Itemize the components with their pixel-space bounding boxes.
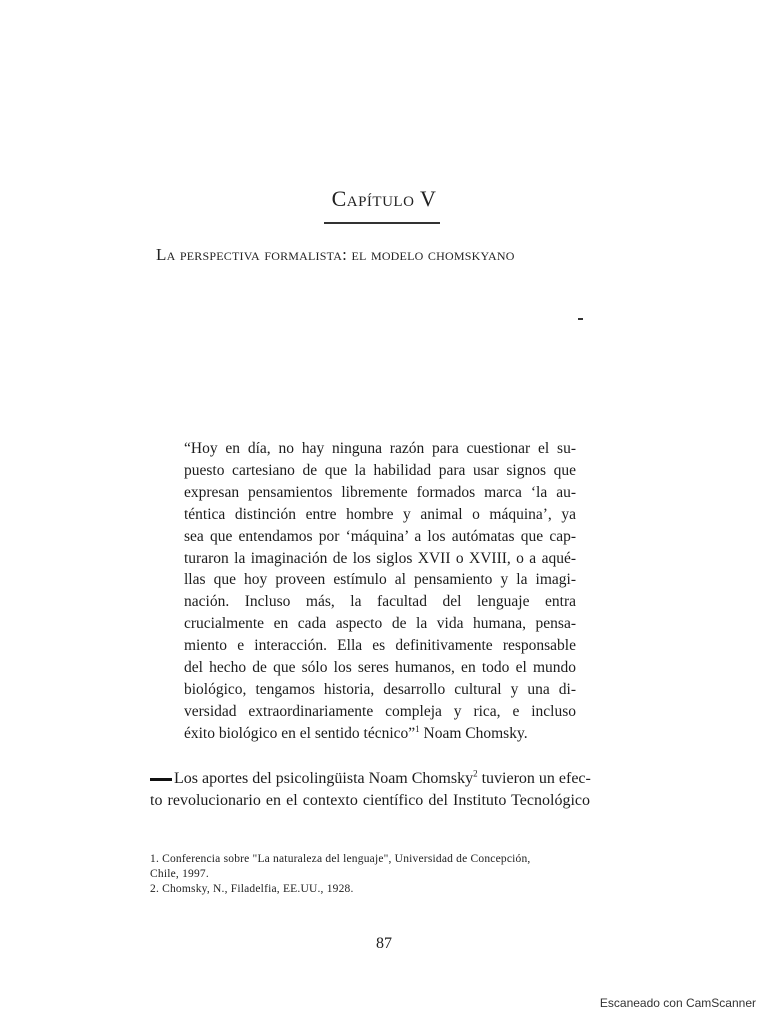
footnote-1: 1. Conferencia sobre "La naturaleza del lenguaje", Universidad de Concepción, <box>150 853 531 865</box>
quote-line: nación. Incluso más, la facultad del lenguaje entra <box>184 593 576 611</box>
quote-line: téntica distinción entre hombre y animal o máquina’, ya <box>184 505 576 523</box>
quote-line: del hecho de que sólo los seres humanos, en todo el mundo <box>184 659 576 677</box>
footnote-1-cont: Chile, 1997. <box>150 868 209 880</box>
quote-line: crucialmente en cada aspecto de la vida humana, pensa- <box>184 615 576 633</box>
footnote-ref-1: 1 <box>415 723 420 734</box>
quote-line: biológico, tengamos historia, desarrollo cultural y una di- <box>184 680 576 698</box>
ink-mark <box>150 778 172 781</box>
page-number: 87 <box>376 935 392 952</box>
quote-attribution: Noam Chomsky. <box>419 724 528 742</box>
quote-line: “Hoy en día, no hay ninguna razón para cuestionar el su- <box>184 440 576 457</box>
chapter-subtitle: La perspectiva formalista: el modelo chomskyano <box>156 245 515 264</box>
scan-speck <box>578 318 583 320</box>
quote-line: turaron la imaginación de los siglos XVII o XVIII, o a aqué- <box>184 549 576 567</box>
quote-line: expresan pensamientos libremente formados marca ‘la au- <box>184 483 576 501</box>
chapter-title-underline <box>324 222 440 224</box>
quote-line: versidad extraordinariamente compleja y rica, e incluso <box>184 702 576 720</box>
epigraph-quote <box>184 438 576 745</box>
quote-last-line <box>184 723 576 745</box>
scanner-watermark: Escaneado con CamScanner <box>599 996 756 1010</box>
footnote-2: 2. Chomsky, N., Filadelfia, EE.UU., 1928. <box>150 883 354 895</box>
quote-line: miento e interacción. Ella es definitivamente responsable <box>184 637 576 655</box>
body-line-2: to revolucionario en el contexto científico del Instituto Tecnológico <box>150 792 590 809</box>
quote-line: éxito biológico en el sentido técnico” <box>184 724 416 742</box>
body-line-1-start: Los aportes del psicolingüista Noam Chomsky <box>174 770 474 787</box>
quote-line: llas que hoy proveen estímulo al pensamiento y la imagi- <box>184 571 576 589</box>
quote-line: puesto cartesiano de que la habilidad para usar signos que <box>184 461 576 479</box>
footnotes <box>150 852 590 897</box>
chapter-title: Capítulo V <box>331 186 437 211</box>
body-line-1-end: tuvieron un efec- <box>477 770 591 787</box>
body-line <box>150 768 590 790</box>
body-paragraph <box>150 768 590 812</box>
footnote-ref-2: 2 <box>473 768 478 779</box>
quote-line: sea que entendamos por ‘máquina’ a los autómatas que cap- <box>184 527 576 545</box>
